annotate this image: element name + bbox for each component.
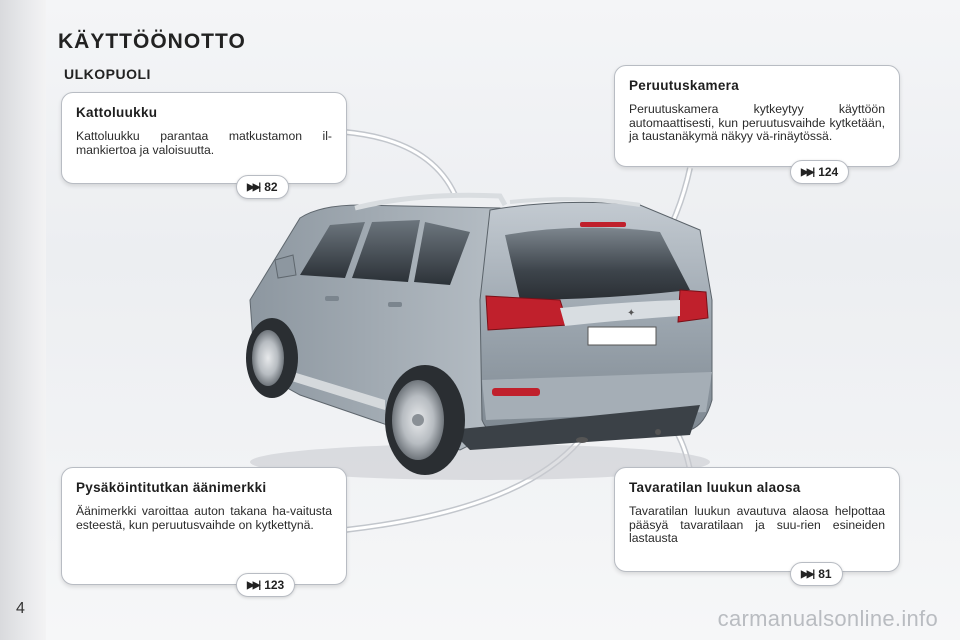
callout-reversing-camera [614,65,900,167]
ref-link-camera[interactable] [790,160,849,184]
watermark-text: carmanualsonline.info [717,606,938,631]
page-number: 4 [16,600,25,617]
skip-forward-icon: ▶▶| [247,579,260,591]
callout-parking-title: Pysäköintitutkan äänimerkki [76,480,267,495]
ref-page-number: 123 [264,578,285,592]
callout-parking-text: Äänimerkki varoittaa auton takana ha-vaitusta esteestä, kun peruutusvaihde on kytkettynä. [76,504,332,532]
callout-tailgate-title: Tavaratilan luukun alaosa [629,480,801,495]
callout-camera-title: Peruutuskamera [629,78,739,93]
section-heading: ULKOPUOLI [64,66,151,82]
ref-page-number: 81 [818,567,832,581]
skip-forward-icon: ▶▶| [801,166,814,178]
roof-connector-line [345,132,455,195]
callout-camera-text: Peruutuskamera kytkeytyy käyttöön automaattisesti, kun peruutusvaihde kytketään, ja taustanäkymä näkyy vä-rinäytössä. [629,102,885,143]
callout-tailgate-text: Tavaratilan luukun avautuva alaosa helpottaa pääsyä tavaratilaan ja suu-rien esineiden lastausta [629,504,885,545]
callout-tailgate [614,467,900,572]
page-title: KÄYTTÖÖNOTTO [58,30,246,53]
callout-sunroof [61,92,347,184]
callout-sunroof-text: Kattoluukku parantaa matkustamon il-mankiertoa ja valoisuutta. [76,129,332,157]
skip-forward-icon: ▶▶| [247,181,260,193]
svg-text:✦: ✦ [627,308,636,319]
ref-link-parking[interactable] [236,573,295,597]
ref-page-number: 124 [818,165,839,179]
skip-forward-icon: ▶▶| [801,568,814,580]
callout-parking-sensor [61,467,347,585]
ref-link-tailgate[interactable] [790,562,843,586]
ref-page-number: 82 [264,180,278,194]
ref-link-sunroof[interactable] [236,175,289,199]
callout-sunroof-title: Kattoluukku [76,105,158,120]
